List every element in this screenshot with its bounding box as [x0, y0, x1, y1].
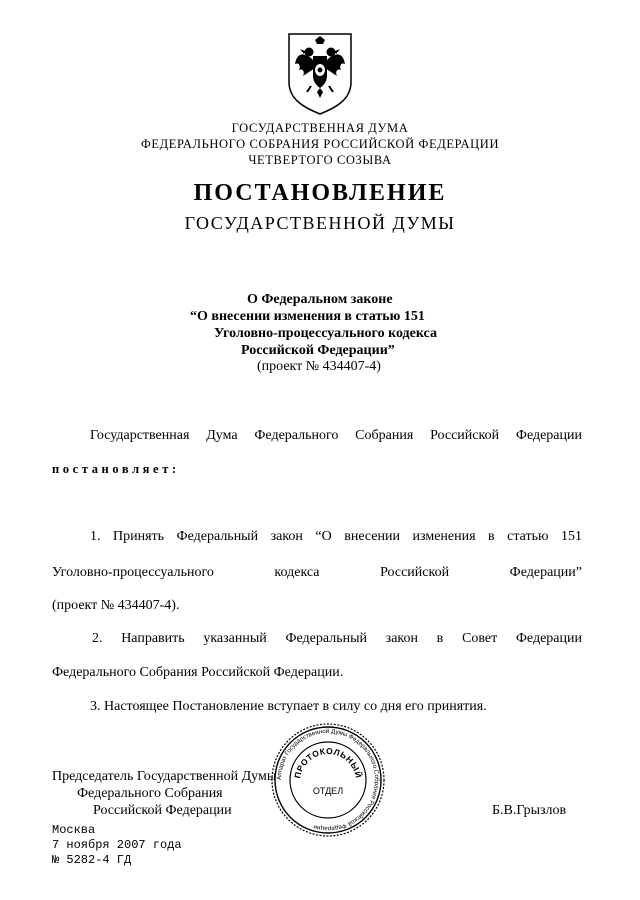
project-number: (проект № 434407-4) — [257, 359, 381, 374]
item1-word: кодекса — [274, 565, 320, 580]
item1-line2 — [52, 564, 582, 582]
resolves-word: постановляет: — [52, 462, 180, 476]
item1-word: Российской — [380, 565, 450, 580]
place: Москва — [52, 823, 96, 837]
signatory-position-line1: Председатель Государственной Думы — [52, 769, 277, 784]
document-number: № 5282-4 ГД — [52, 853, 132, 867]
svg-text:Аппарат Государственной Думы Ф — [276, 728, 380, 832]
subject-line4: Российской Федерации” — [241, 343, 395, 358]
preamble: Государственная Дума Федерального Собрания Российской Федерации — [90, 428, 582, 443]
document-issuer-title: ГОСУДАРСТВЕННОЙ ДУМЫ — [184, 213, 456, 233]
item1-line3: (проект № 434407-4). — [52, 598, 180, 613]
item2-line1: 2. Направить указанный Федеральный закон в Совет Федерации — [92, 631, 582, 646]
stamp-inner-text: ПРОТОКОЛЬНЫЙ — [292, 745, 364, 780]
item2-line2: Федерального Собрания Российской Федерации. — [52, 665, 344, 680]
org-name-line2: ФЕДЕРАЛЬНОГО СОБРАНИЯ РОССИЙСКОЙ ФЕДЕРАЦИИ — [140, 137, 500, 151]
signatory-name: Б.В.Грызлов — [492, 803, 567, 818]
subject-line1: О Федеральном законе — [247, 292, 393, 307]
date: 7 ноября 2007 года — [52, 838, 182, 852]
item1-word: Уголовно-процессуального — [52, 565, 214, 580]
signatory-position-line2: Федерального Собрания — [77, 786, 223, 801]
double-headed-eagle-emblem-icon — [285, 30, 355, 116]
document-type-title: ПОСТАНОВЛЕНИЕ — [193, 180, 447, 206]
signatory-position-line3: Российской Федерации — [93, 803, 232, 818]
stamp-outer-text: Аппарат Государственной Думы Федерального Собрания Российской Федерации — [275, 727, 381, 833]
protocol-department-stamp-icon — [270, 722, 386, 838]
stamp-center-text: ОТДЕЛ — [312, 786, 344, 796]
item1-line1: 1. Принять Федеральный закон “О внесении изменения в статью 151 — [90, 529, 582, 544]
convocation-line: ЧЕТВЕРТОГО СОЗЫВА — [248, 153, 392, 167]
org-name-line1: ГОСУДАРСТВЕННАЯ ДУМА — [231, 121, 409, 135]
subject-line3: Уголовно-процессуального кодекса — [214, 326, 437, 341]
item1-word: Федерации” — [509, 565, 582, 580]
subject-line2: “О внесении изменения в статью 151 — [190, 309, 425, 324]
item3: 3. Настоящее Постановление вступает в силу со дня его принятия. — [90, 699, 487, 714]
